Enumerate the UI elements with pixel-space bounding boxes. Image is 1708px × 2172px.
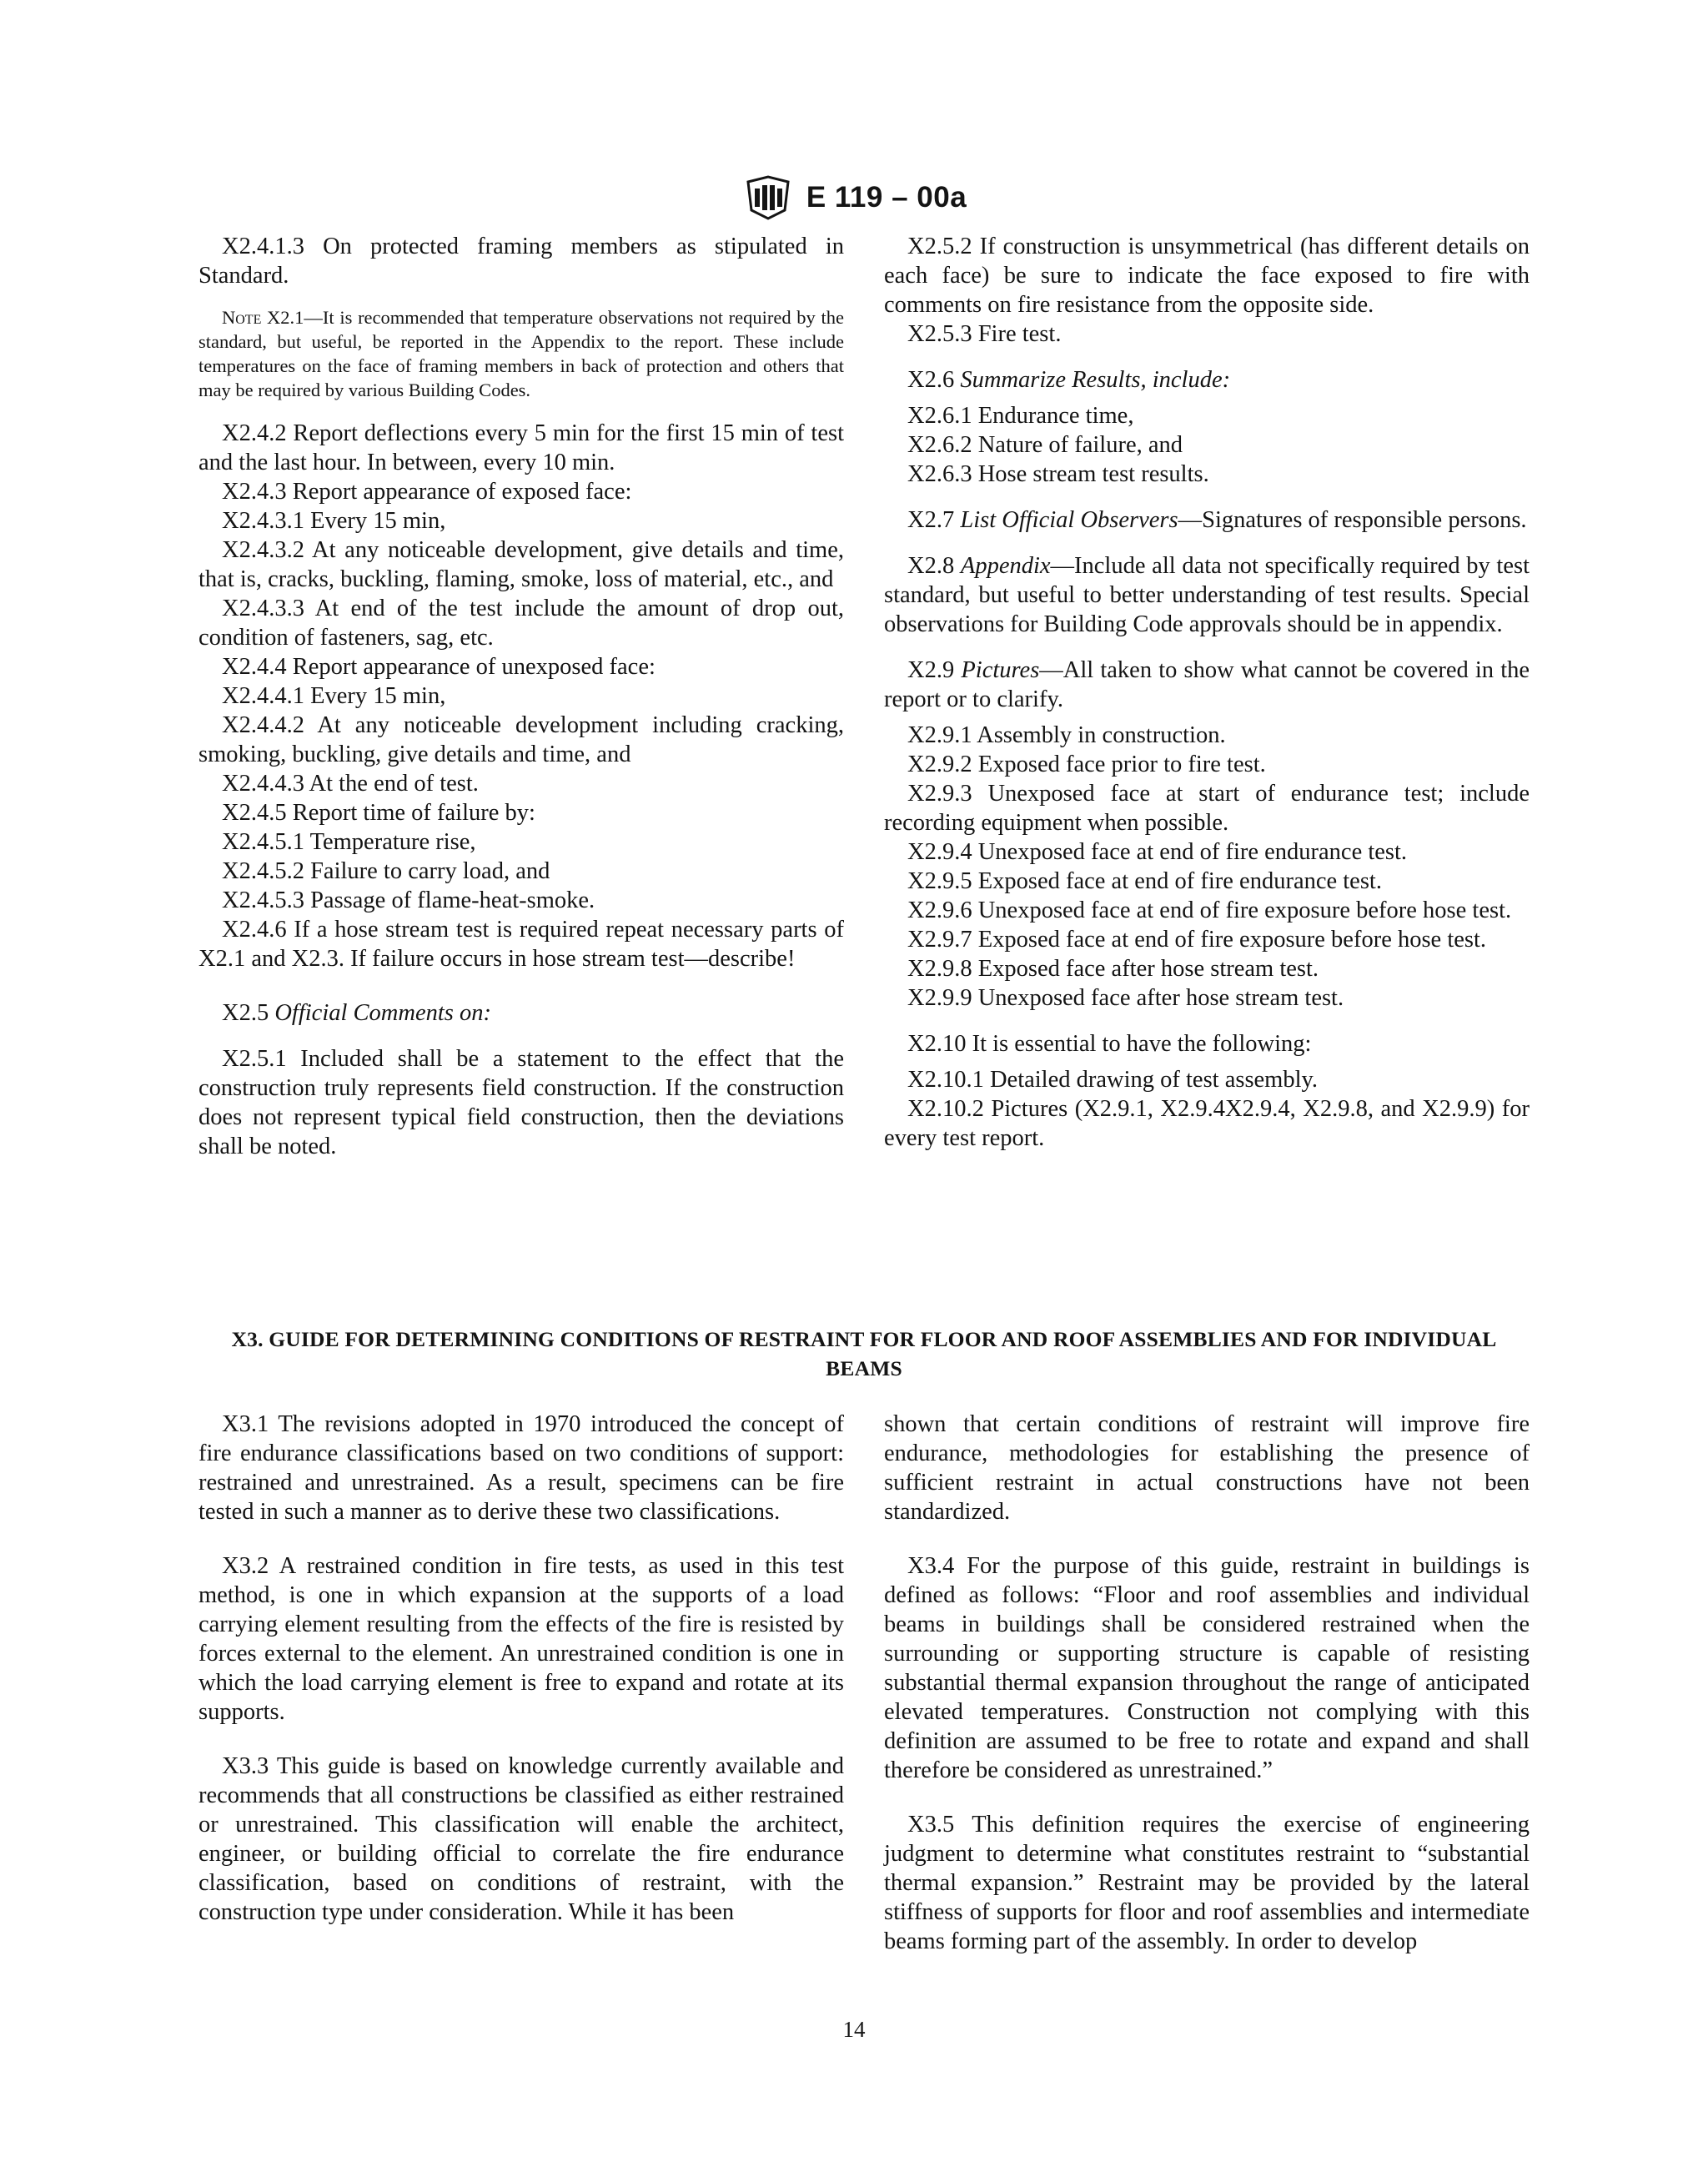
paragraph-x2-4-4-2: X2.4.4.2 At any noticeable development including cracking, smoking, buckling, give details and time, and — [198, 712, 844, 767]
paragraph-x2-10-1: X2.10.1 Detailed drawing of test assembly. — [907, 1067, 1319, 1093]
paragraph-x2-9-4: X2.9.4 Unexposed face at end of fire endurance test. — [907, 839, 1408, 865]
paragraph-x2-6-3: X2.6.3 Hose stream test results. — [907, 461, 1209, 487]
paragraph-x2-9-2: X2.9.2 Exposed face prior to fire test. — [907, 752, 1266, 777]
note-label: Note X2.1 — [222, 307, 304, 328]
paragraph-x2-9-6: X2.9.6 Unexposed face at end of fire exposure before hose test. — [907, 897, 1512, 923]
x2-8-text: —Include all data not specifically required by test standard, but useful to better understanding of test results. Special observations for Building Code approvals should be in appendix. — [884, 553, 1530, 637]
paragraph-x2-9 — [884, 656, 1530, 714]
paragraph-x2-4-4-3: X2.4.4.3 At the end of test. — [222, 771, 479, 797]
page-header — [0, 173, 1708, 227]
page-number: 14 — [842, 2017, 866, 2042]
x2-8-title: Appendix — [960, 553, 1051, 579]
paragraph-x3-3-continued: shown that certain conditions of restraint will improve fire endurance, methodologies for establishing the presence of sufficient restraint in actual constructions have not been standardized. — [884, 1411, 1530, 1525]
section-title-x3: X3. GUIDE FOR DETERMINING CONDITIONS OF RESTRAINT FOR FLOOR AND ROOF ASSEMBLIES AND FOR INDIVIDUAL BEAMS — [231, 1327, 1497, 1380]
paragraph-x2-4-5-3: X2.4.5.3 Passage of flame-heat-smoke. — [222, 887, 595, 913]
paragraph-x2-4-3: X2.4.3 Report appearance of exposed face: — [222, 479, 632, 505]
x2-9-number: X2.9 — [907, 657, 955, 683]
paragraph-x2-8 — [884, 551, 1530, 639]
paragraph-x2-4-5-1: X2.4.5.1 Temperature rise, — [222, 829, 476, 855]
paragraph-x2-5-3: X2.5.3 Fire test. — [907, 321, 1062, 347]
left-column-bottom — [198, 1410, 844, 1927]
paragraph-x2-4-4-1: X2.4.4.1 Every 15 min, — [222, 683, 446, 709]
heading-x2-6-title: Summarize Results, include: — [960, 367, 1231, 393]
paragraph-x3-5: X3.5 This definition requires the exercise of engineering judgment to determine what constitutes restraint to “substantial thermal expansion.” Restraint may be provided by the lateral stiffness of supports for floor and roof assemblies and intermediate beams forming part of the assembly. In order to develop — [884, 1812, 1530, 1954]
heading-x2-5-number: X2.5 — [222, 1000, 269, 1026]
paragraph-x2-9-5: X2.9.5 Exposed face at end of fire endurance test. — [907, 868, 1382, 894]
paragraph-x3-3: X3.3 This guide is based on knowledge currently available and recommends that all constructions be classified as either restrained or unrestrained. This classification will enable the architect, engineer, or building official to correlate the fire endurance classification, based on conditions of restraint, with the construction type under consideration. While it has been — [198, 1753, 844, 1925]
paragraph-x2-10-2: X2.10.2 Pictures (X2.9.1, X2.9.4X2.9.4, X2.9.8, and X2.9.9) for every test report. — [884, 1096, 1530, 1151]
paragraph-x2-5-2: X2.5.2 If construction is unsymmetrical (has different details on each face) be sure to indicate the face exposed to fire with comments on fire resistance from the opposite side. — [884, 234, 1530, 318]
paragraph-x2-4-2: X2.4.2 Report deflections every 5 min for the first 15 min of test and the last hour. In between, every 10 min. — [198, 420, 844, 475]
paragraph-x2-4-3-3: X2.4.3.3 At end of the test include the amount of drop out, condition of fasteners, sag, etc. — [198, 596, 844, 651]
paragraph-x2-9-7: X2.9.7 Exposed face at end of fire exposure before hose test. — [907, 927, 1487, 953]
heading-x2-6-number: X2.6 — [907, 367, 955, 393]
document-designation: E 119 – 00a — [806, 181, 967, 214]
paragraph-x2-9-3: X2.9.3 Unexposed face at start of endurance test; include recording equipment when possible. — [884, 781, 1530, 836]
paragraph-x2-4-5-2: X2.4.5.2 Failure to carry load, and — [222, 858, 550, 884]
x2-7-title: List Official Observers — [960, 507, 1178, 533]
paragraph-x3-4: X3.4 For the purpose of this guide, restraint in buildings is defined as follows: “Floor and roof assemblies and individual beams in buildings shall be considered restrained when the surrounding or supporting structure is capable of resisting substantial thermal expansion throughout the range of anticipated elevated temperatures. Construction not complying with this definition are assumed to be free to rotate and expand and shall therefore be considered as unrestrained.” — [884, 1553, 1530, 1783]
paragraph-x2-9-9: X2.9.9 Unexposed face after hose stream test. — [907, 985, 1344, 1011]
paragraph-x3-2: X3.2 A restrained condition in fire tests, as used in this test method, is one in which expansion at the supports of a load carrying element resulting from the effects of the fire is resisted by forces external to the element. An unrestrained condition is one in which the load carrying element is free to expand and rotate at its supports. — [198, 1553, 844, 1725]
note-x2-1 — [198, 305, 844, 402]
paragraph-x2-6-1: X2.6.1 Endurance time, — [907, 403, 1134, 429]
paragraph-x2-10: X2.10 It is essential to have the following: — [907, 1031, 1312, 1057]
heading-x2-5 — [198, 998, 844, 1028]
paragraph-x2-4-3-1: X2.4.3.1 Every 15 min, — [222, 508, 446, 534]
astm-logo-icon — [741, 173, 795, 222]
x2-7-number: X2.7 — [907, 507, 955, 533]
heading-x2-5-title: Official Comments on: — [274, 1000, 491, 1026]
paragraph-x2-7 — [884, 505, 1530, 535]
paragraph-x3-1: X3.1 The revisions adopted in 1970 introduced the concept of fire endurance classifications based on two conditions of support: restrained and unrestrained. As a result, specimens can be fire tested in such a manner as to derive these two classifications. — [198, 1411, 844, 1525]
left-column-top — [198, 232, 844, 1161]
x2-7-text: —Signatures of responsible persons. — [1178, 507, 1527, 533]
paragraph-x2-5-1: X2.5.1 Included shall be a statement to the effect that the construction truly represents field construction. If the construction does not represent typical field construction, then the deviations shall be noted. — [198, 1046, 844, 1159]
paragraph-x2-4-6: X2.4.6 If a hose stream test is required repeat necessary parts of X2.1 and X2.3. If failure occurs in hose stream test—describe! — [198, 917, 844, 972]
paragraph-x2-6-2: X2.6.2 Nature of failure, and — [907, 432, 1183, 458]
paragraph-x2-9-8: X2.9.8 Exposed face after hose stream test. — [907, 956, 1319, 982]
paragraph-x2-4-3-2: X2.4.3.2 At any noticeable development, give details and time, that is, cracks, buckling, flaming, smoke, loss of material, etc., and — [198, 537, 844, 592]
x2-8-number: X2.8 — [907, 553, 955, 579]
paragraph-x2-4-5: X2.4.5 Report time of failure by: — [222, 800, 535, 826]
paragraph-x2-4-4: X2.4.4 Report appearance of unexposed face: — [222, 654, 656, 680]
paragraph-x2-9-1: X2.9.1 Assembly in construction. — [907, 722, 1226, 748]
paragraph-x2-4-1-3: X2.4.1.3 On protected framing members as stipulated in Standard. — [198, 234, 844, 289]
x2-9-text: —All taken to show what cannot be covered in the report or to clarify. — [884, 657, 1530, 712]
right-column-bottom — [884, 1410, 1530, 1956]
right-column-top — [884, 232, 1530, 1153]
x2-9-title: Pictures — [961, 657, 1040, 683]
heading-x2-6 — [884, 365, 1530, 395]
note-text: —It is recommended that temperature observations not required by the standard, but useful, be reported in the Appendix to the report. These include temperatures on the face of framing members in back of protection and others that may be required by various Building Codes. — [198, 307, 844, 400]
